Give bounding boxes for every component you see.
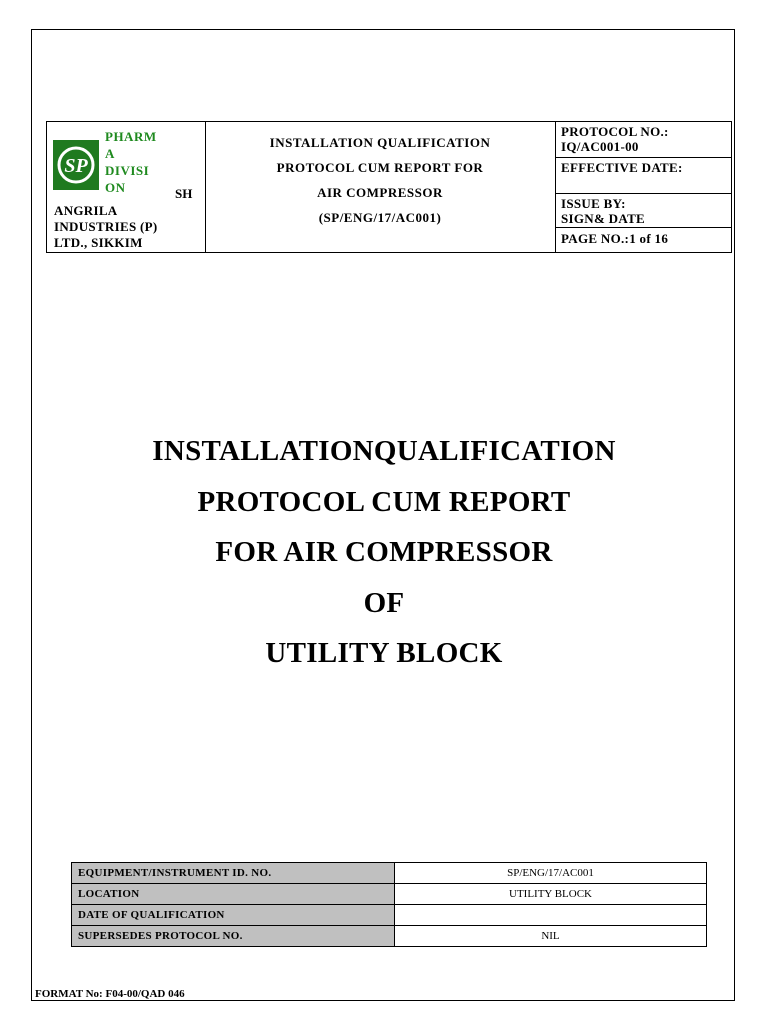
- division-label: [105, 128, 171, 196]
- document-title-line: PROTOCOL CUM REPORT FOR: [276, 160, 484, 175]
- equipment-id-value: SP/ENG/17/AC001: [395, 863, 707, 884]
- main-title-line: OF: [363, 586, 405, 619]
- issue-by-label: ISSUE BY:: [561, 196, 626, 211]
- company-line: LTD., SIKKIM: [54, 235, 143, 250]
- company-name: [54, 203, 204, 251]
- document-title-line: INSTALLATION QUALIFICATION: [269, 135, 491, 150]
- location-label: LOCATION: [72, 884, 395, 905]
- equipment-info-table: [71, 862, 707, 947]
- main-title-line: INSTALLATIONQUALIFICATION: [152, 435, 616, 467]
- document-title: [205, 130, 555, 230]
- company-block: [47, 122, 206, 252]
- page-number-label: PAGE NO.:: [561, 231, 630, 246]
- protocol-number-value: IQ/AC001-00: [561, 139, 639, 154]
- location-value: UTILITY BLOCK: [395, 884, 707, 905]
- table-row: [72, 884, 707, 905]
- table-row: [72, 863, 707, 884]
- division-line: PHARM: [105, 129, 157, 144]
- company-line: ANGRILA: [54, 203, 118, 218]
- division-line: A: [105, 146, 115, 161]
- document-meta-block: [555, 122, 731, 252]
- document-title-line: AIR COMPRESSOR: [317, 185, 443, 200]
- page-number-cell: [555, 228, 731, 252]
- main-title-line: FOR AIR COMPRESSOR: [215, 536, 553, 568]
- protocol-number-cell: [555, 122, 731, 158]
- logo-text: SP: [64, 155, 88, 177]
- protocol-number-label: PROTOCOL NO.:: [561, 124, 669, 139]
- page-number-value: 1 of 16: [629, 231, 669, 246]
- document-header: [46, 121, 732, 253]
- effective-date-label: EFFECTIVE DATE:: [561, 160, 683, 175]
- table-row: [72, 905, 707, 926]
- issue-by-cell: [555, 194, 731, 228]
- table-row: [72, 926, 707, 947]
- sign-date-label: SIGN& DATE: [561, 211, 646, 226]
- equipment-id-label: EQUIPMENT/INSTRUMENT ID. NO.: [72, 863, 395, 884]
- main-title: [60, 426, 708, 679]
- main-title-line: PROTOCOL CUM REPORT: [197, 485, 571, 518]
- qualification-date-label: DATE OF QUALIFICATION: [72, 905, 395, 926]
- qualification-date-value: [395, 905, 707, 926]
- format-number: FORMAT No: F04-00/QAD 046: [35, 988, 185, 1000]
- division-line: DIVISI: [105, 163, 150, 178]
- supersedes-protocol-label: SUPERSEDES PROTOCOL NO.: [72, 926, 395, 947]
- company-logo-icon: [53, 140, 99, 190]
- company-name-prefix: SH: [175, 186, 193, 201]
- division-line: ON: [105, 180, 126, 195]
- document-code: (SP/ENG/17/AC001): [318, 210, 442, 225]
- supersedes-protocol-value: NIL: [395, 926, 707, 947]
- main-title-line: UTILITY BLOCK: [265, 637, 503, 669]
- document-title-block: [205, 122, 556, 252]
- effective-date-cell: [555, 158, 731, 194]
- company-line: INDUSTRIES (P): [54, 219, 158, 234]
